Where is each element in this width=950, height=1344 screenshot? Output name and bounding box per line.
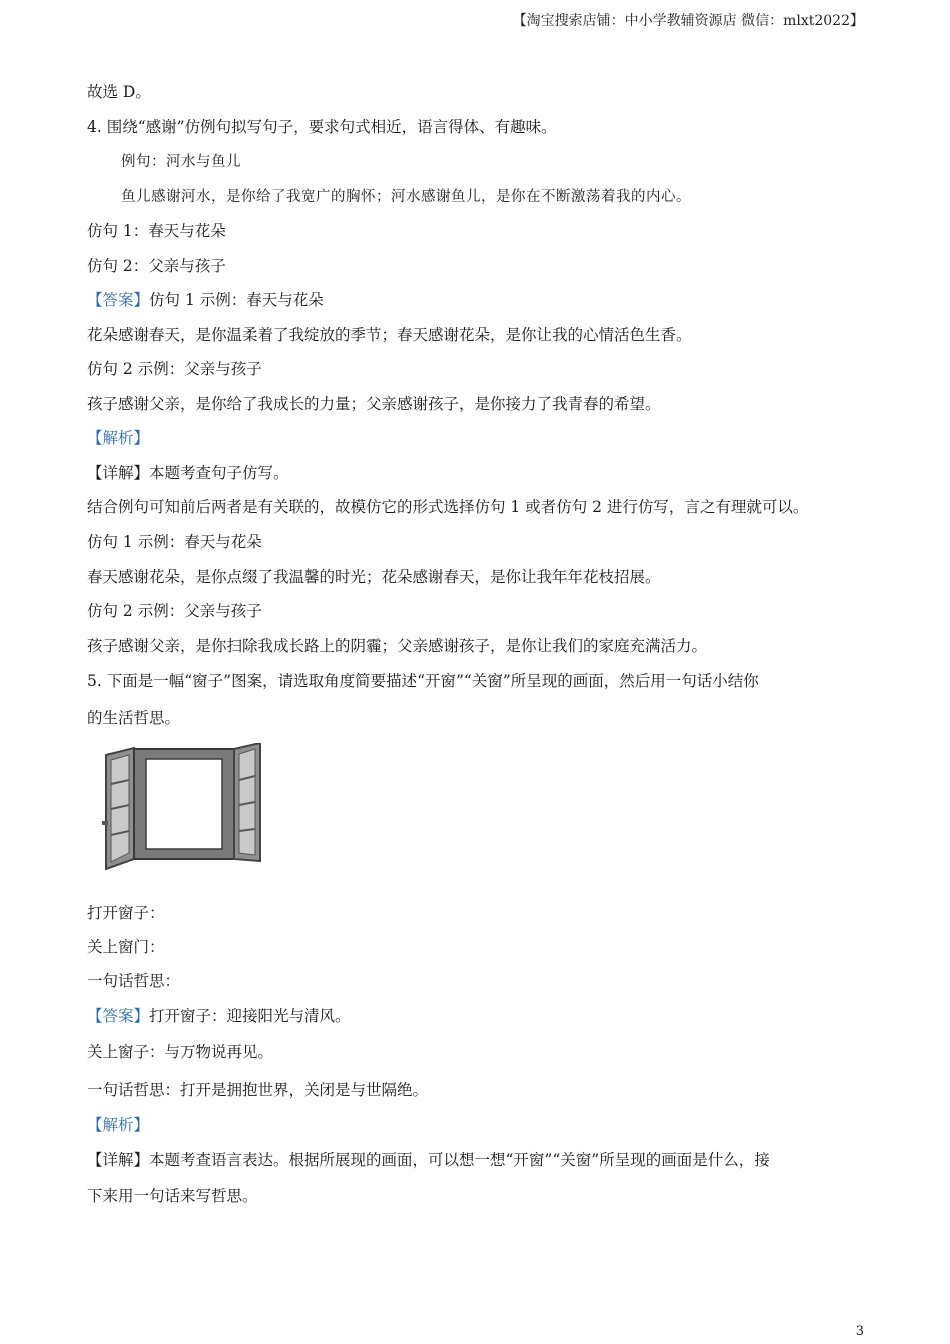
example-sentence: 鱼儿感谢河水，是你给了我宽广的胸怀；河水感谢鱼儿，是你在不断激荡着我的内心。 [121,189,691,205]
example-title: 例句：河水与鱼儿 [121,154,241,170]
text-line: 仿句 1：春天与花朵 [87,222,226,240]
text-line: 仿句 2 示例：父亲与孩子 [87,602,262,620]
analysis-tag: 【解析】 [87,429,150,447]
text-line: 打开窗子： [87,904,165,922]
question-4: 4. 围绕“感谢”仿例句拟写句子，要求句式相近，语言得体、有趣味。 [87,118,557,136]
window-illustration [100,743,265,871]
text-line: 一句话哲思： [87,972,181,990]
text-line: 一句话哲思：打开是拥抱世界，关闭是与世隔绝。 [87,1081,429,1099]
text-line: 下来用一句话来写哲思。 [87,1187,258,1205]
text-line: 关上窗子：与万物说再见。 [87,1043,274,1061]
text-line: 仿句 1 示例：春天与花朵 [87,533,262,551]
text-line: 的生活哲思。 [87,709,181,727]
text-line: 故选 D。 [87,83,151,101]
text-line: 结合例句可知前后两者是有关联的，故模仿它的形式选择仿句 1 或者仿句 2 进行仿写，言之有理就可以。 [87,498,809,516]
text-line: 关上窗门： [87,938,165,956]
text-line: 仿句 2：父亲与孩子 [87,257,226,275]
text-line: 春天感谢花朵，是你点缀了我温馨的时光；花朵感谢春天，是你让我年年花枝招展。 [87,568,661,586]
page-number: 3 [855,1324,864,1339]
answer-text: 打开窗子：迎接阳光与清风。 [149,1007,351,1025]
text-line: 【详解】本题考查语言表达。根据所展现的画面，可以想一想“开窗”“关窗”所呈现的画面是什么，接 [87,1151,770,1169]
answer-line [87,290,324,310]
text-line: 孩子感谢父亲，是你扫除我成长路上的阴霾；父亲感谢孩子，是你让我们的家庭充满活力。 [87,637,708,655]
answer-tag: 【答案】 [87,291,150,309]
open-window-illustration [102,743,260,869]
answer-line [87,1006,351,1026]
text-line: 【详解】本题考查句子仿写。 [87,464,289,482]
text-line: 仿句 2 示例：父亲与孩子 [87,360,262,378]
answer-text: 仿句 1 示例：春天与花朵 [149,291,324,309]
text-line: 孩子感谢父亲，是你给了我成长的力量；父亲感谢孩子，是你接力了我青春的希望。 [87,395,661,413]
answer-tag: 【答案】 [87,1007,150,1025]
analysis-tag: 【解析】 [87,1116,150,1134]
text-line: 花朵感谢春天，是你温柔着了我绽放的季节；春天感谢花朵，是你让我的心情活色生香。 [87,326,692,344]
question-5: 5. 下面是一幅“窗子”图案，请选取角度简要描述“开窗”“关窗”所呈现的画面，然后用一句话小结你 [87,672,759,690]
page-header: 【淘宝搜索店铺：中小学教辅资源店 微信：mlxt2022】 [512,13,864,29]
